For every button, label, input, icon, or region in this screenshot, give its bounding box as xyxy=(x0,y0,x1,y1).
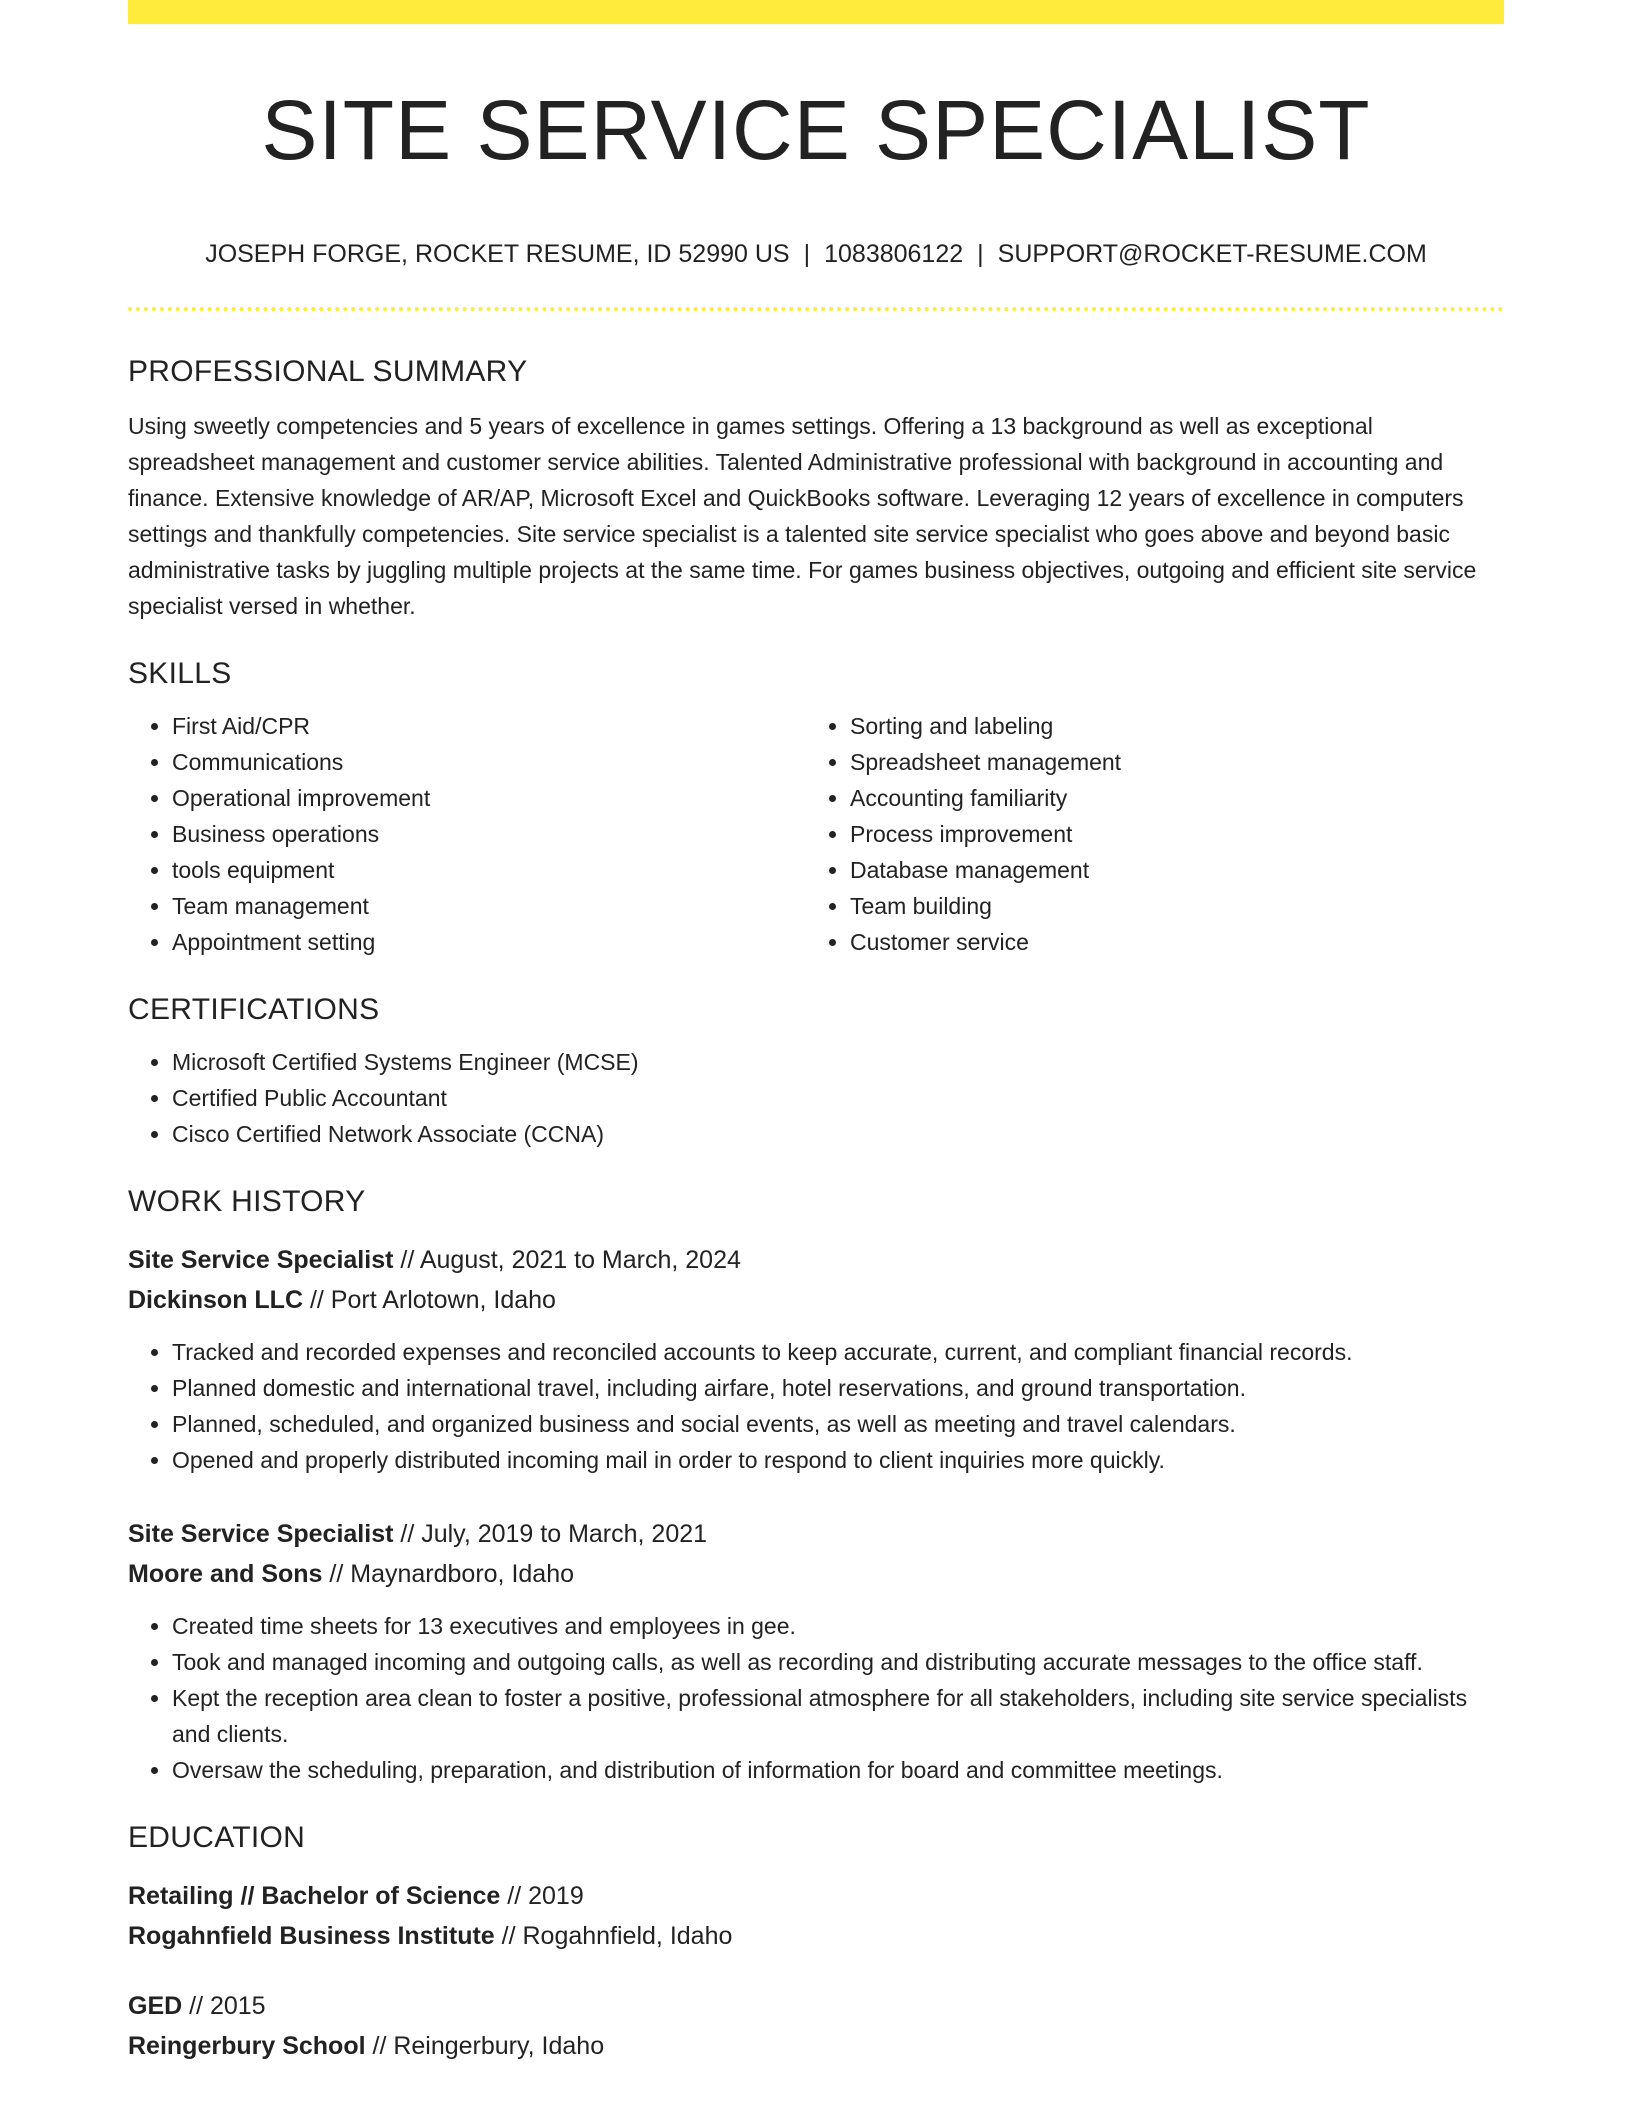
skill-item: • Accounting familiarity xyxy=(850,780,1484,816)
job-bullet-list xyxy=(128,1334,1504,1478)
job-title-line xyxy=(128,1514,1504,1554)
skills-columns xyxy=(128,708,1504,960)
education-entry xyxy=(128,1876,1504,1956)
skill-item: • Team building xyxy=(850,888,1484,924)
education-degree-line xyxy=(128,1876,1504,1916)
job-location: // Port Arlotown, Idaho xyxy=(303,1286,556,1314)
education-degree: Retailing // Bachelor of Science xyxy=(128,1882,501,1910)
job-bullet: • Created time sheets for 13 executives and employees in gee. xyxy=(172,1608,1504,1644)
resume-title: SITE SERVICE SPECIALIST xyxy=(261,83,1371,177)
work-history-section xyxy=(128,1182,1504,1788)
contact-separator: | xyxy=(803,240,811,268)
job-location: // Maynardboro, Idaho xyxy=(322,1560,575,1588)
contact-phone: 1083806122 xyxy=(824,240,964,268)
top-accent-bar xyxy=(128,0,1504,24)
contact-email: SUPPORT@ROCKET-RESUME.COM xyxy=(997,240,1427,268)
skill-item: • Business operations xyxy=(172,816,806,852)
job-company: Dickinson LLC xyxy=(128,1286,304,1314)
skill-item: • Appointment setting xyxy=(172,924,806,960)
job-company-line xyxy=(128,1554,1504,1594)
education-degree: GED xyxy=(128,1992,183,2020)
skills-heading: SKILLS xyxy=(128,657,232,690)
skills-right-column xyxy=(806,708,1484,960)
contact-address: JOSEPH FORGE, ROCKET RESUME, ID 52990 US xyxy=(205,240,790,268)
skills-left-column xyxy=(128,708,806,960)
education-section xyxy=(128,1818,1504,2066)
skill-item: • Spreadsheet management xyxy=(850,744,1484,780)
skill-item: • Database management xyxy=(850,852,1484,888)
education-school: Reingerbury School xyxy=(128,2032,366,2060)
certification-item: • Certified Public Accountant xyxy=(172,1080,1504,1116)
skill-item: • Customer service xyxy=(850,924,1484,960)
job-bullet: • Took and managed incoming and outgoing calls, as well as recording and distributing accurate messages to the office staff. xyxy=(172,1644,1504,1680)
job-title-line xyxy=(128,1240,1504,1280)
certifications-heading: CERTIFICATIONS xyxy=(128,993,380,1026)
summary-section xyxy=(128,352,1504,624)
job-bullet: • Oversaw the scheduling, preparation, and distribution of information for board and committee meetings. xyxy=(172,1752,1504,1788)
summary-heading: PROFESSIONAL SUMMARY xyxy=(128,355,528,388)
job-bullet: • Opened and properly distributed incoming mail in order to respond to client inquiries more quickly. xyxy=(172,1442,1504,1478)
job-bullet: • Tracked and recorded expenses and reconciled accounts to keep accurate, current, and compliant financial records. xyxy=(172,1334,1504,1370)
job-bullet: • Planned domestic and international travel, including airfare, hotel reservations, and ground transportation. xyxy=(172,1370,1504,1406)
work-history-heading: WORK HISTORY xyxy=(128,1185,366,1218)
skill-item: • Process improvement xyxy=(850,816,1484,852)
education-year: // 2015 xyxy=(182,1992,266,2020)
job-title: Site Service Specialist xyxy=(128,1520,394,1548)
education-location: // Rogahnfield, Idaho xyxy=(494,1922,733,1950)
education-school-line xyxy=(128,1916,1504,1956)
contact-separator: | xyxy=(977,240,984,268)
skill-item: • Operational improvement xyxy=(172,780,806,816)
certifications-list xyxy=(128,1044,1504,1152)
job-dates: // August, 2021 to March, 2024 xyxy=(393,1246,741,1274)
dotted-divider xyxy=(128,307,1504,311)
skill-item: • Communications xyxy=(172,744,806,780)
skill-item: • Sorting and labeling xyxy=(850,708,1484,744)
education-heading: EDUCATION xyxy=(128,1821,306,1854)
summary-text: Using sweetly competencies and 5 years of excellence in games settings. Offering a 13 background as well as exceptional spreadsheet management and customer service abilities. Talented Administrative professional with background in accounting and finance. Extensive knowledge of AR/AP, Microsoft Excel and QuickBooks software. Leveraging 12 years of excellence in computers settings and thankfully competencies. Site service specialist is a talented site service specialist who goes above and beyond basic administrative tasks by juggling multiple projects at the same time. For games business objectives, outgoing and efficient site service specialist versed in whether. xyxy=(128,413,1477,619)
job-bullet: • Kept the reception area clean to foster a positive, professional atmosphere for all stakeholders, including site service specialists and clients. xyxy=(172,1680,1504,1752)
certifications-section xyxy=(128,990,1504,1152)
job-title: Site Service Specialist xyxy=(128,1246,394,1274)
skills-left-list xyxy=(128,708,806,960)
education-location: // Reingerbury, Idaho xyxy=(365,2032,605,2060)
education-school: Rogahnfield Business Institute xyxy=(128,1922,495,1950)
skills-section xyxy=(128,654,1504,960)
job-bullet: • Planned, scheduled, and organized business and social events, as well as meeting and travel calendars. xyxy=(172,1406,1504,1442)
job-entry xyxy=(128,1514,1504,1788)
resume-sections xyxy=(128,352,1504,2066)
job-dates: // July, 2019 to March, 2021 xyxy=(393,1520,708,1548)
job-bullet-list xyxy=(128,1608,1504,1788)
job-company-line xyxy=(128,1280,1504,1320)
skill-item: • First Aid/CPR xyxy=(172,708,806,744)
certification-item: • Cisco Certified Network Associate (CCNA) xyxy=(172,1116,1504,1152)
job-entry xyxy=(128,1240,1504,1478)
education-school-line xyxy=(128,2026,1504,2066)
skill-item: • tools equipment xyxy=(172,852,806,888)
certification-item: • Microsoft Certified Systems Engineer (MCSE) xyxy=(172,1044,1504,1080)
job-company: Moore and Sons xyxy=(128,1560,323,1588)
skill-item: • Team management xyxy=(172,888,806,924)
contact-line xyxy=(128,236,1504,272)
education-year: // 2019 xyxy=(500,1882,584,1910)
education-entry xyxy=(128,1986,1504,2066)
education-degree-line xyxy=(128,1986,1504,2026)
skills-right-list xyxy=(806,708,1484,960)
